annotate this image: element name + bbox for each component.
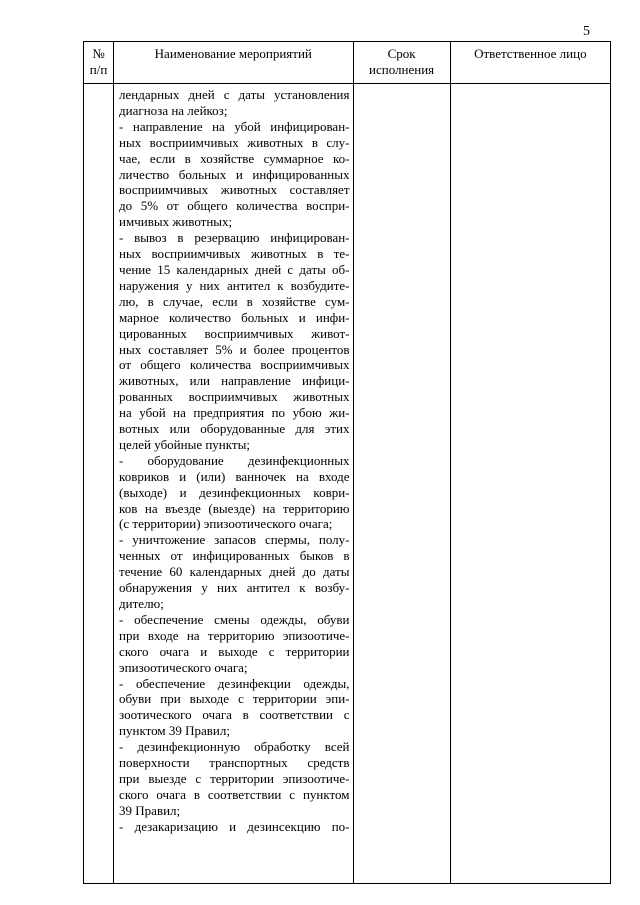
measure-text-line: ского очага и выходе с территории: [119, 643, 350, 659]
header-term-line: Срок: [387, 46, 416, 61]
measure-text-line: диагноза на лейкоз;: [119, 102, 228, 118]
measure-text-line: - обеспечение смены одежды, обуви: [119, 611, 350, 627]
measure-text-line: обнаружения у них антител к возбу-: [119, 580, 350, 596]
measure-text-line: (выходе) и дезинфекционных коври-: [119, 484, 350, 500]
measure-text-line: - дезинфекционную обработку всей: [119, 739, 350, 755]
measure-text-line: - вывоз в резервацию инфицирован-: [119, 230, 350, 246]
measure-text-line: лендарных дней с даты установления: [119, 87, 350, 102]
measure-text-line: рованных восприимчивых животных: [119, 389, 350, 405]
measure-text-line: от общего количества восприимчивых: [119, 357, 350, 373]
header-number: [84, 42, 114, 84]
measure-text-line: ных восприимчивых животных в те-: [119, 246, 350, 262]
measure-text-line: - оборудование дезинфекционных: [119, 452, 350, 468]
measure-text-line: личество больных и инфицированных: [119, 166, 350, 182]
header-number-line: №: [92, 46, 105, 61]
row-number-cell: [84, 84, 114, 884]
measure-text-line: имчивых животных;: [119, 214, 233, 230]
measure-text-line: марное количество больных и инфи-: [119, 309, 350, 325]
measure-text-line: чае, если в хозяйстве суммарное ко-: [119, 150, 350, 166]
measure-text-line: (с территории) эпизоотического очага;: [119, 516, 333, 532]
measure-text-line: 39 Правил;: [119, 802, 181, 818]
measure-text-line: - дезакаризацию и дезинсекцию по-: [119, 818, 350, 834]
measure-text-line: пунктом 39 Правил;: [119, 723, 230, 739]
measure-text-line: дителю;: [119, 596, 164, 611]
table-header-row: [84, 42, 611, 84]
header-responsible-line: Ответственное лицо: [474, 46, 587, 61]
measure-text-line: ных восприимчивых животных в слу-: [119, 134, 350, 150]
measure-text-line: ского очага в соответствии с пунктом: [119, 786, 350, 802]
measure-text-line: - направление на убой инфицирован-: [119, 118, 350, 134]
measure-text-line: ковриков и (или) ванночек на входе: [119, 468, 350, 484]
measure-text-line: чение 15 календарных дней с даты об-: [119, 261, 350, 277]
row-responsible-cell: [450, 84, 610, 884]
measure-text-line: обуви при выходе с территории эпи-: [119, 691, 350, 707]
measure-text-line: вотных или оборудованные для этих: [119, 421, 350, 437]
header-name-line: Наименование мероприятий: [154, 46, 312, 61]
measure-text-line: лю, в случае, если в хозяйстве сум-: [119, 293, 350, 309]
row-name-cell: [114, 84, 353, 884]
measure-text-line: ченных от инфицированных быков в: [119, 548, 350, 564]
header-number-line: п/п: [89, 62, 108, 77]
header-responsible: [450, 42, 610, 84]
measure-text-line: при выезде с территории эпизоотиче-: [119, 770, 350, 786]
measure-text-line: эпизоотического очага;: [119, 659, 248, 675]
measure-text-line: - обеспечение дезинфекции одежды,: [119, 675, 350, 691]
header-name: [114, 42, 353, 84]
measure-text-line: ков на въезде (выезде) на территорию: [119, 500, 350, 516]
measure-text-line: целей убойные пункты;: [119, 436, 250, 452]
measure-text-line: течение 60 календарных дней до даты: [119, 564, 350, 580]
measure-text-line: наружения у них антител к возбудите-: [119, 277, 350, 293]
measure-text-line: цированных восприимчивых живот-: [119, 325, 350, 341]
header-term-line: исполнения: [369, 62, 435, 77]
measure-text-line: поверхности транспортных средств: [119, 755, 350, 771]
measure-text-line: до 5% от общего количества воспри-: [119, 198, 350, 214]
measure-text-line: при входе на территорию эпизоотиче-: [119, 627, 350, 643]
measures-table: [83, 41, 611, 884]
page-number: 5: [583, 24, 590, 39]
measure-text-line: ных составляет 5% и более процентов: [119, 341, 350, 357]
measure-text-line: - уничтожение запасов спермы, полу-: [119, 532, 350, 548]
measure-text-line: животных, или направление инфици-: [119, 373, 350, 389]
header-term: [353, 42, 450, 84]
row-term-cell: [353, 84, 450, 884]
measure-text-line: зоотического очага в соответствии с: [119, 707, 350, 723]
measure-text-line: на убой на предприятия по убою жи-: [119, 405, 350, 421]
table-row: [84, 84, 611, 884]
measure-text-line: восприимчивых животных составляет: [119, 182, 350, 198]
